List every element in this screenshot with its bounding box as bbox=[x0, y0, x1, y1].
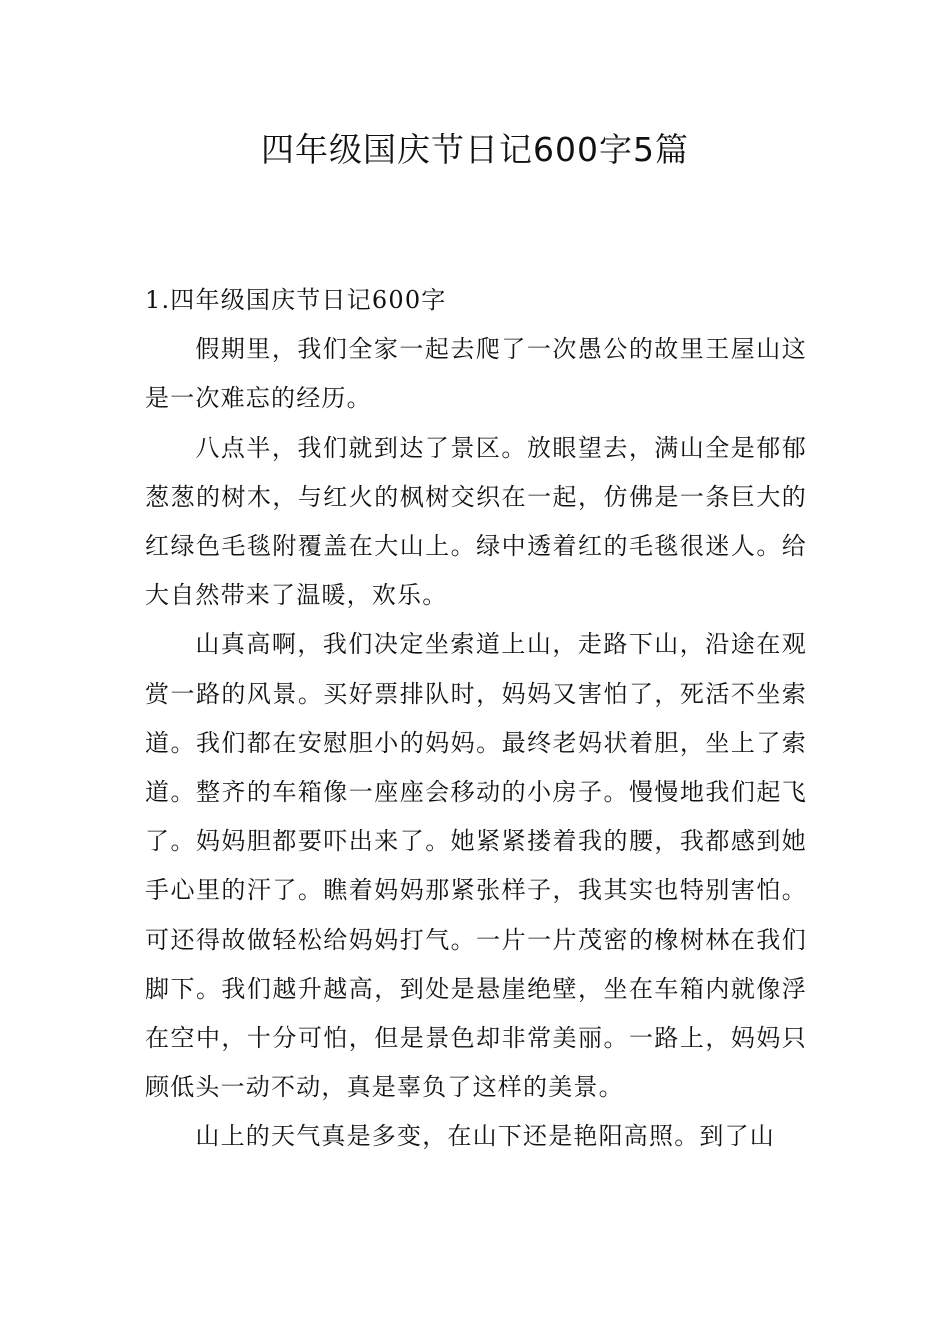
paragraph-4: 山上的天气真是多变，在山下还是艳阳高照。到了山 bbox=[195, 1122, 775, 1151]
document-title: 四年级国庆节日记600字5篇 bbox=[261, 130, 689, 169]
paragraph-3: 山真高啊，我们决定坐索道上山，走路下山，沿途在观赏一路的风景。买好票排队时，妈妈又害怕了，死活不坐索道。我们都在安慰胆小的妈妈。最终老妈状着胆，坐上了索道。整齐的车箱像一座座会移动的小房子。慢慢地我们起飞了。妈妈胆都要吓出来了。她紧紧搂着我的腰，我都感到她手心里的汗了。瞧着妈妈那紧张样子，我其实也特别害怕。可还得故做轻松给妈妈打气。一片一片茂密的橡树林在我们脚下。我们越升越高，到处是悬崖绝壁，坐在车箱内就像浮在空中，十分可怕，但是景色却非常美丽。一路上，妈妈只顾低头一动不动，真是辜负了这样的美景。 bbox=[145, 630, 807, 1102]
document-body bbox=[145, 276, 807, 1162]
paragraph-2: 八点半，我们就到达了景区。放眼望去，满山全是郁郁葱葱的树木，与红火的枫树交织在一起，仿佛是一条巨大的红绿色毛毯附覆盖在大山上。绿中透着红的毛毯很迷人。给大自然带来了温暖，欢乐。 bbox=[145, 433, 807, 610]
paragraph-1: 假期里，我们全家一起去爬了一次愚公的故里王屋山这是一次难忘的经历。 bbox=[145, 335, 807, 413]
section-heading: 1.四年级国庆节日记600字 bbox=[145, 286, 447, 314]
